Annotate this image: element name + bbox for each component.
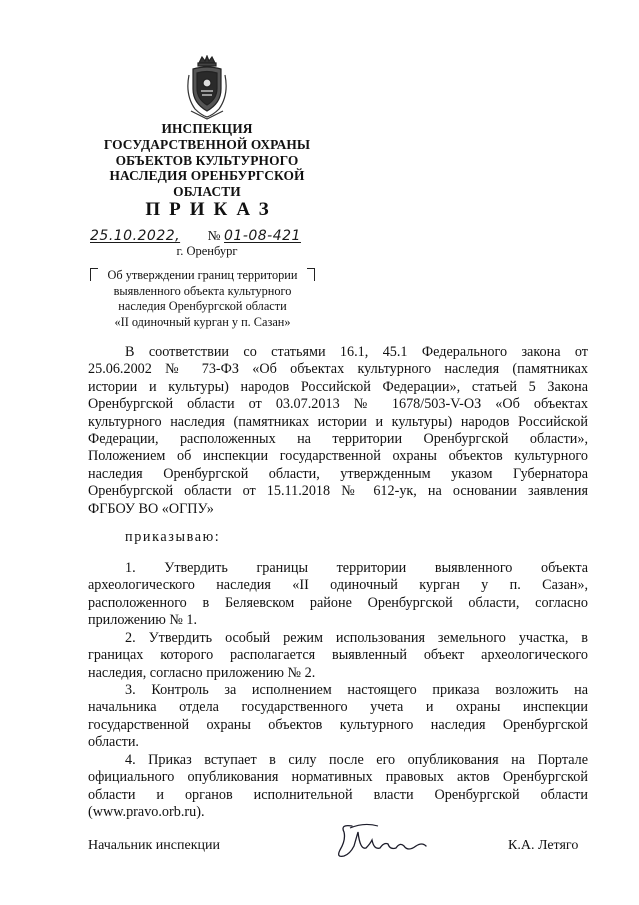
document-number: 01-08-421 xyxy=(224,228,301,244)
item-line: начальника отдела государственного учета и охраны инспекции xyxy=(88,699,588,716)
number-label: № xyxy=(207,228,221,243)
corner-bracket-right xyxy=(307,268,315,281)
item-line: 1. Утвердить границы территории выявленного объекта xyxy=(125,560,588,576)
subject-block xyxy=(90,268,315,330)
preamble-line: ФГБОУ ВО «ОГПУ» xyxy=(88,500,214,517)
preamble-line: В соответствии со статьями 16.1, 45.1 Федерального закона от xyxy=(125,344,588,360)
item-line: наследия, согласно приложению № 2. xyxy=(88,664,316,681)
order-item-1 xyxy=(88,560,588,630)
city-name: г. Оренбург xyxy=(176,244,238,258)
order-item-2 xyxy=(88,630,588,682)
corner-bracket-left xyxy=(90,268,98,281)
item-line: археологического наследия «II одиночный курган у п. Сазан», xyxy=(88,577,588,594)
preamble-paragraph xyxy=(88,344,588,518)
item-line: расположенного в Беляевском районе Оренбургской области, согласно xyxy=(88,594,588,611)
header-line: ГОСУДАРСТВЕННОЙ ОХРАНЫ xyxy=(103,136,311,152)
item-line: 4. Приказ вступает в силу после его опубликования на Портале xyxy=(125,752,588,768)
item-line: границах которого располагается выявленный объект археологического xyxy=(88,647,588,664)
coat-of-arms-emblem xyxy=(185,55,229,121)
preamble-line: истории и культуры) народов Российской Федерации», статьей 5 Закона xyxy=(88,378,588,395)
item-line: (www.pravo.orb.ru). xyxy=(88,804,205,821)
header-line: ОБЪЕКТОВ КУЛЬТУРНОГО xyxy=(115,152,299,168)
signatory-name: К.А. Летяго xyxy=(508,838,579,853)
subject-line: «II одиночный курган у п. Сазан» xyxy=(114,314,291,329)
item-line: приложению № 1. xyxy=(88,612,198,629)
handwritten-signature xyxy=(330,820,440,864)
issuer-header xyxy=(96,121,318,200)
item-line: официального опубликования нормативных правовых актов Оренбургской xyxy=(88,769,588,786)
preamble-line: Положением об инспекции государственной охраны объектов культурного xyxy=(88,448,588,465)
item-line: 3. Контроль за исполнением настоящего приказа возложить на xyxy=(125,682,588,698)
preamble-line: 25.06.2002 № 73-ФЗ «Об объектах культурного наследия (памятниках xyxy=(88,361,588,378)
header-line: НАСЛЕДИЯ ОРЕНБУРГСКОЙ xyxy=(109,168,305,184)
preamble-line: наследия Оренбургской области, утвержденным указом Губернатора xyxy=(88,465,588,482)
document-date: 25.10.2022, xyxy=(90,228,181,244)
order-item-3 xyxy=(88,682,588,752)
item-line: области. xyxy=(88,734,139,751)
item-line: области и органов исполнительной власти Оренбургской области xyxy=(88,786,588,803)
order-word: приказываю: xyxy=(125,529,221,545)
subject-line: наследия Оренбургской области xyxy=(118,299,287,313)
subject-line: Об утверждении границ территории xyxy=(107,268,298,282)
item-line: государственной охраны объектов культурного наследия Оренбургской xyxy=(88,716,588,733)
order-item-4 xyxy=(88,752,588,822)
header-line: ИНСПЕКЦИЯ xyxy=(161,121,253,136)
header-line: ОБЛАСТИ xyxy=(173,184,241,200)
preamble-line: Оренбургской области от 03.07.2013 № 1678/503-V-ОЗ «Об объектах xyxy=(88,396,588,413)
subject-line: выявленного объекта культурного xyxy=(113,283,292,298)
preamble-line: Федерации, расположенных на территории Оренбургской области», xyxy=(88,431,588,448)
signatory-position: Начальник инспекции xyxy=(88,838,220,853)
item-line: 2. Утвердить особый режим использования земельного участка, в xyxy=(125,630,588,646)
document-type-title: ПРИКАЗ xyxy=(145,199,278,220)
date-number-line xyxy=(90,228,301,245)
preamble-line: культурного наследия (памятниках истории и культуры) народов Российской xyxy=(88,413,588,430)
preamble-line: Оренбургской области от 15.11.2018 № 612-ук, на основании заявления xyxy=(88,483,588,500)
